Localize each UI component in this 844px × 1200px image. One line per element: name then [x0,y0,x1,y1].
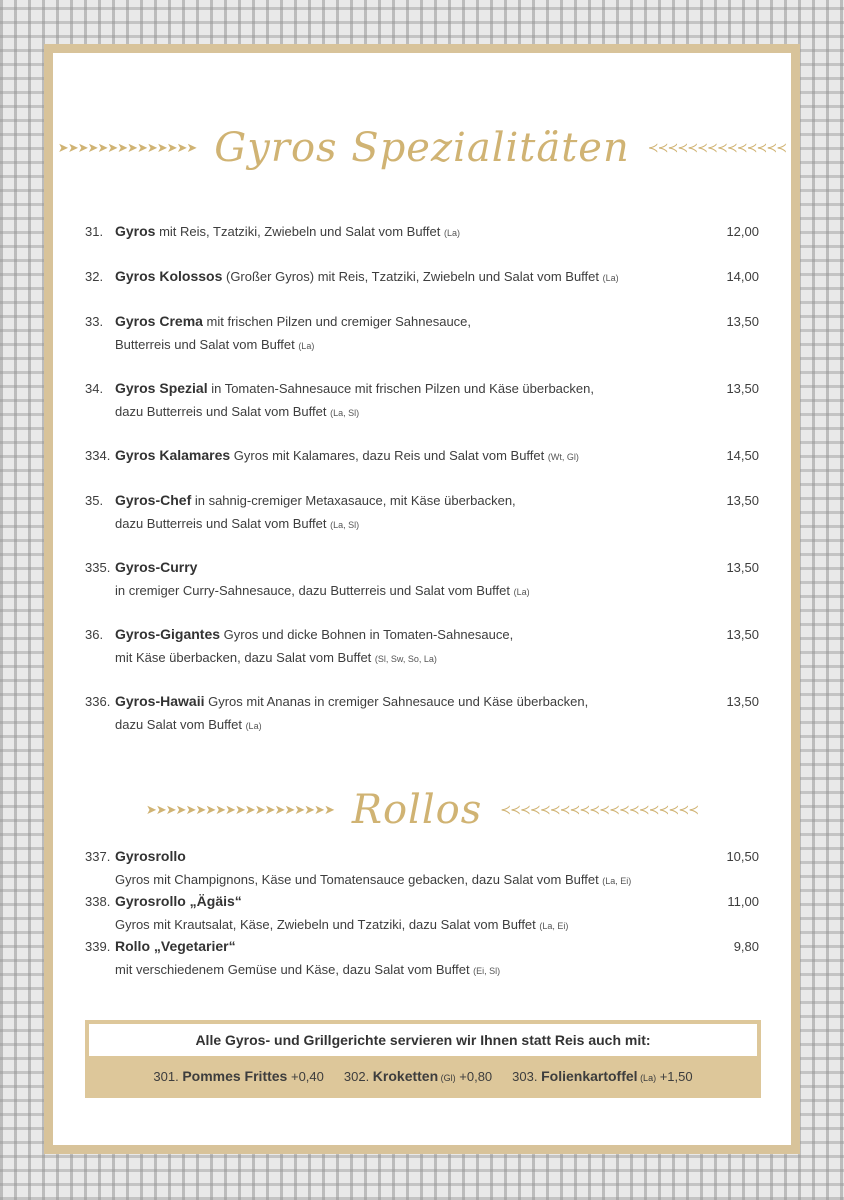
sides-row [85,1064,761,1090]
item-allergens: (La) [444,228,461,238]
arrow-ornament-right: ≺≺≺≺≺≺≺≺≺≺≺≺≺≺ [647,140,787,156]
item-description: in sahnig-cremiger Metaxasauce, mit Käse überbacken, [191,493,516,508]
side-number: 302. [343,1069,373,1084]
item-name: Gyros Crema [115,313,203,329]
item-body [115,556,705,604]
item-number: 31. [85,224,104,239]
item-number: 334. [85,448,111,463]
item-description: Gyros mit Champignons, Käse und Tomatensauce gebacken, dazu Salat vom Buffet [115,872,603,887]
item-price: 13,50 [726,560,759,575]
item-number: 337. [85,849,111,864]
item-number: 35. [85,493,104,508]
item-description: mit Käse überbacken, dazu Salat vom Buffet [115,650,375,665]
menu-item [85,489,759,537]
item-price: 12,00 [726,224,759,239]
item-name: Gyros Kolossos [115,268,223,284]
item-price: 13,50 [726,381,759,396]
item-price: 10,50 [726,849,759,864]
item-description: Butterreis und Salat vom Buffet [115,337,299,352]
menu-item [85,935,759,983]
rollos-section-header [53,787,791,833]
menu-page [53,53,791,1145]
item-price: 9,80 [733,939,759,954]
item-description: mit Reis, Tzatziki, Zwiebeln und Salat vom Buffet [155,224,444,239]
item-price: 14,50 [726,448,759,463]
item-line-1 [115,556,705,579]
item-allergens: (La, Sl) [330,520,360,530]
item-line-2 [115,646,705,671]
item-number: 34. [85,381,104,396]
menu-item [85,690,759,738]
item-body [115,489,705,537]
item-price: 14,00 [726,269,759,284]
item-description: dazu Salat vom Buffet [115,717,246,732]
item-name: Gyros-Curry [115,559,198,575]
item-name: Gyrosrollo „Ägäis“ [115,893,242,909]
item-line-2 [115,333,705,358]
item-line-2 [115,958,705,983]
item-allergens: (La) [245,721,262,731]
item-number: 36. [85,627,104,642]
item-line-1 [115,265,705,290]
item-number: 335. [85,560,111,575]
item-body [115,690,705,738]
item-description: (Großer Gyros) mit Reis, Tzatziki, Zwiebeln und Salat vom Buffet [222,269,603,284]
section-title-gyros: Gyros Spezialitäten [214,125,630,171]
item-body [115,220,705,245]
item-body [115,377,705,425]
item-line-1 [115,623,705,646]
item-price: 13,50 [726,314,759,329]
menu-item [85,220,759,245]
item-line-1 [115,310,705,333]
side-name: Folienkartoffel [541,1068,638,1084]
side-price: +0,40 [287,1069,324,1084]
item-name: Gyros Kalamares [115,447,231,463]
side-option [512,1069,692,1084]
item-description: Gyros mit Ananas in cremiger Sahnesauce und Käse überbacken, [204,694,589,709]
item-name: Gyros-Chef [115,492,192,508]
item-body [115,444,705,469]
item-line-1 [115,935,705,958]
item-allergens: (La) [602,273,619,283]
side-number: 303. [512,1069,542,1084]
item-line-2 [115,400,705,425]
menu-item [85,444,759,469]
item-name: Gyrosrollo [115,848,186,864]
sides-box [85,1020,761,1098]
side-price: +0,80 [455,1069,493,1084]
item-description: mit verschiedenem Gemüse und Käse, dazu Salat vom Buffet [115,962,474,977]
item-allergens: (La, Sl) [330,408,360,418]
item-line-2 [115,713,705,738]
item-name: Gyros Spezial [115,380,208,396]
menu-item [85,845,759,893]
item-number: 339. [85,939,111,954]
item-description: in cremiger Curry-Sahnesauce, dazu Butterreis und Salat vom Buffet [115,583,514,598]
menu-item [85,890,759,938]
item-line-1 [115,690,705,713]
gyros-section-header [53,125,791,171]
item-body [115,265,705,290]
item-allergens: (La) [298,341,315,351]
item-price: 13,50 [726,694,759,709]
side-option [344,1069,492,1084]
item-name: Gyros-Hawaii [115,693,205,709]
item-name: Rollo „Vegetarier“ [115,938,236,954]
arrow-ornament-left: ➤➤➤➤➤➤➤➤➤➤➤➤➤➤ [57,140,197,156]
side-name: Kroketten [372,1068,439,1084]
side-allergens: (La) [637,1073,657,1083]
item-line-1 [115,890,705,913]
item-line-2 [115,512,705,537]
menu-item [85,623,759,671]
item-line-1 [115,444,705,469]
arrow-ornament-left: ➤➤➤➤➤➤➤➤➤➤➤➤➤➤➤➤➤➤➤ [145,802,334,818]
item-allergens: (La, Ei) [539,921,569,931]
item-line-1 [115,845,705,868]
item-description: dazu Butterreis und Salat vom Buffet [115,404,331,419]
item-number: 336. [85,694,111,709]
item-line-1 [115,377,705,400]
item-line-1 [115,220,705,245]
sides-title: Alle Gyros- und Grillgerichte servieren wir Ihnen statt Reis auch mit: [89,1024,757,1056]
item-description: dazu Butterreis und Salat vom Buffet [115,516,331,531]
item-body [115,845,705,893]
section-title-rollos: Rollos [351,787,483,833]
arrow-ornament-right: ≺≺≺≺≺≺≺≺≺≺≺≺≺≺≺≺≺≺≺≺ [500,802,699,818]
item-number: 32. [85,269,104,284]
menu-item [85,265,759,290]
item-allergens: (La, Ei) [602,876,632,886]
item-description: mit frischen Pilzen und cremiger Sahnesauce, [202,314,472,329]
side-name: Pommes Frittes [182,1068,288,1084]
item-number: 33. [85,314,104,329]
side-allergens: (Gl) [438,1073,456,1083]
item-allergens: (Sl, Sw, So, La) [374,654,437,664]
item-body [115,935,705,983]
item-body [115,310,705,358]
menu-item [85,377,759,425]
menu-item [85,310,759,358]
item-body [115,890,705,938]
item-description: in Tomaten-Sahnesauce mit frischen Pilzen und Käse überbacken, [207,381,594,396]
menu-item [85,556,759,604]
item-description: Gyros mit Krautsalat, Käse, Zwiebeln und Tzatziki, dazu Salat vom Buffet [115,917,540,932]
item-price: 11,00 [727,894,759,909]
item-allergens: (Ei, Sl) [473,966,501,976]
side-price: +1,50 [656,1069,693,1084]
item-name: Gyros-Gigantes [115,626,221,642]
side-option [153,1069,323,1084]
item-body [115,623,705,671]
item-allergens: (La) [513,587,530,597]
item-description: Gyros und dicke Bohnen in Tomaten-Sahnesauce, [220,627,514,642]
side-number: 301. [153,1069,183,1084]
item-allergens: (Wt, Gl) [547,452,579,462]
item-description: Gyros mit Kalamares, dazu Reis und Salat vom Buffet [230,448,548,463]
item-price: 13,50 [726,627,759,642]
item-name: Gyros [115,223,156,239]
item-line-2 [115,579,705,604]
item-number: 338. [85,894,111,909]
item-line-1 [115,489,705,512]
item-price: 13,50 [726,493,759,508]
